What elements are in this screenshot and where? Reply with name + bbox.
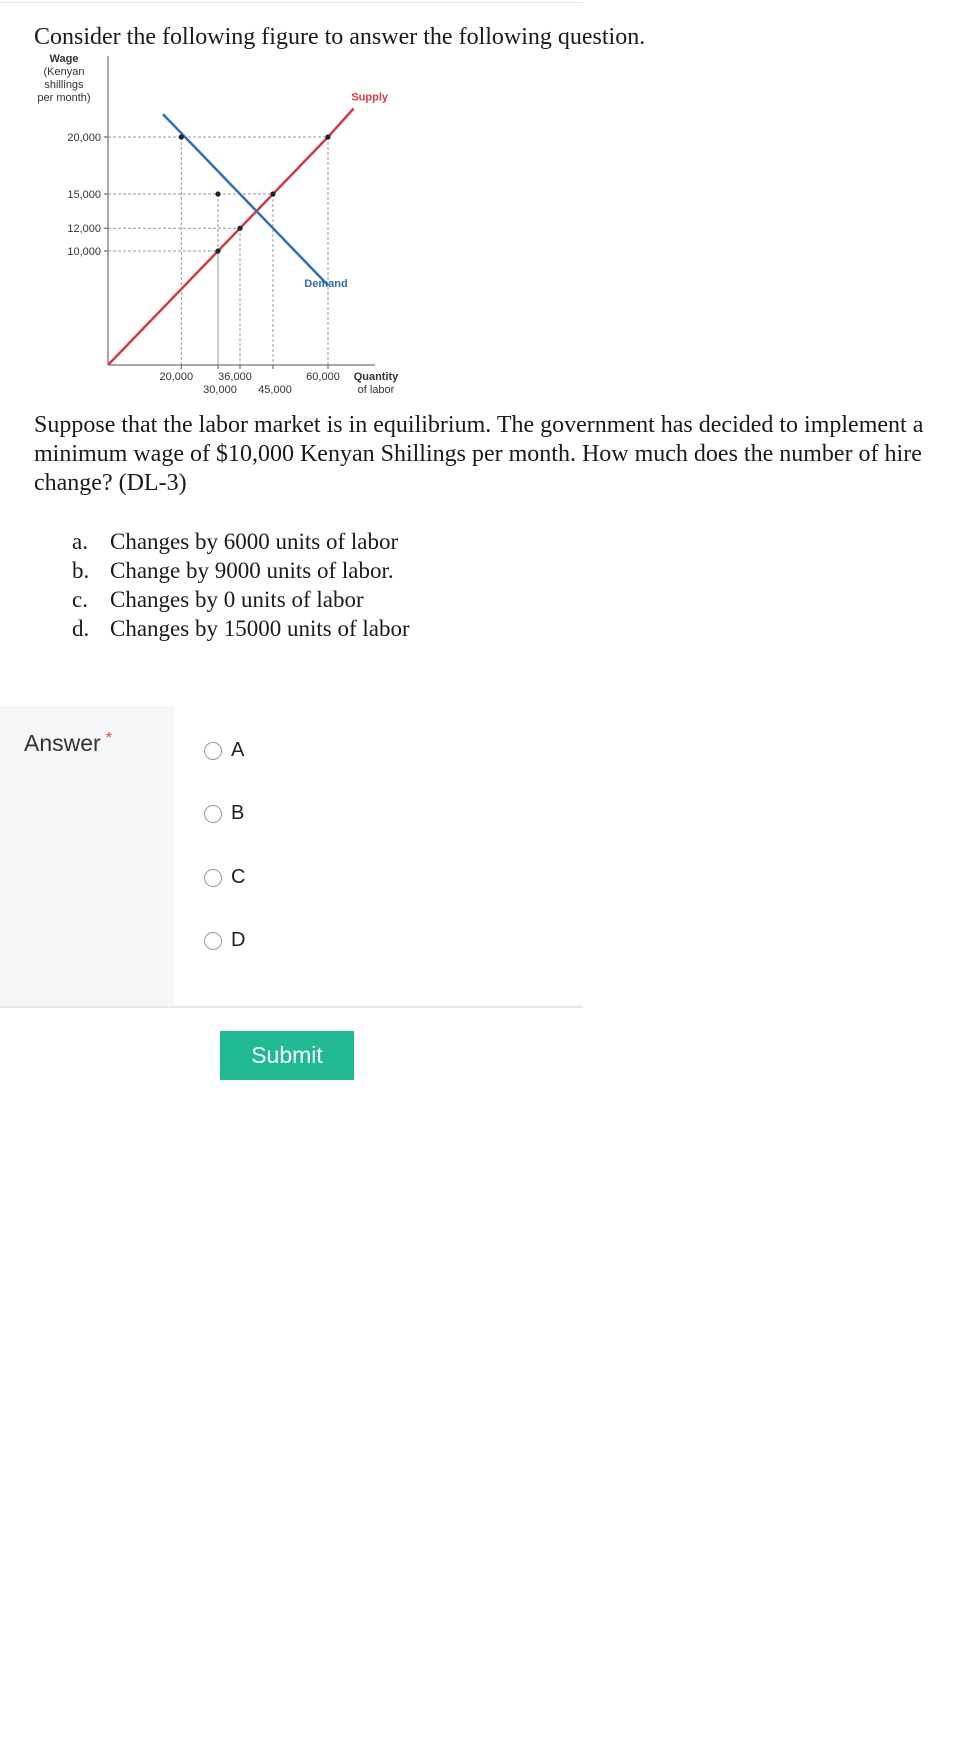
answer-choice-label[interactable]: C xyxy=(231,866,246,888)
option-d xyxy=(72,614,410,643)
answer-choice-label[interactable]: D xyxy=(231,929,246,951)
bottom-divider xyxy=(0,1006,583,1008)
option-letter: d. xyxy=(72,616,90,641)
answer-label xyxy=(24,730,112,757)
answer-choice-a[interactable] xyxy=(204,739,244,762)
option-b xyxy=(72,556,410,585)
supply-label: Supply xyxy=(351,91,389,104)
answer-label-text: Answer xyxy=(24,730,101,756)
y-tick-label: 10,000 xyxy=(67,246,101,258)
y-tick-label: 12,000 xyxy=(67,223,101,236)
data-point xyxy=(215,248,220,253)
option-a xyxy=(72,527,410,556)
y-axis-label: per month) xyxy=(37,92,91,104)
data-point xyxy=(215,191,220,196)
data-point xyxy=(179,134,184,139)
option-text: Changes by 6000 units of labor xyxy=(110,529,399,554)
radio-button-c[interactable] xyxy=(204,869,222,887)
option-letter: c. xyxy=(72,587,88,612)
demand-curve xyxy=(163,114,328,285)
data-point xyxy=(325,134,330,139)
labor-market-figure xyxy=(28,52,408,404)
question-body-line: minimum wage of $10,000 Kenyan Shillings per month. How much does the number of hire xyxy=(34,441,922,467)
x-tick-label: 36,000 xyxy=(218,371,252,383)
x-axis-label: of labor xyxy=(357,384,395,396)
question-body xyxy=(34,411,972,498)
labor-market-chart xyxy=(28,52,408,404)
data-point xyxy=(270,191,275,196)
required-asterisk: * xyxy=(105,730,112,747)
radio-button-d[interactable] xyxy=(204,932,222,950)
demand-label: Demand xyxy=(304,278,348,291)
answer-choice-label[interactable]: A xyxy=(231,739,245,761)
option-c xyxy=(72,585,410,614)
answer-choice-b[interactable] xyxy=(204,802,244,825)
y-axis-label: Wage xyxy=(49,53,79,65)
option-text: Changes by 15000 units of labor xyxy=(110,616,410,641)
y-tick-label: 15,000 xyxy=(67,189,101,201)
question-intro: Consider the following figure to answer the following question. xyxy=(34,24,646,50)
x-tick-label: 45,000 xyxy=(258,384,292,396)
x-axis-label: Quantity xyxy=(353,371,399,383)
question-body-line: change? (DL-3) xyxy=(34,470,187,496)
option-text: Changes by 0 units of labor xyxy=(110,587,364,612)
submit-button[interactable]: Submit xyxy=(220,1031,354,1080)
answer-choice-c[interactable] xyxy=(204,866,245,889)
x-tick-label: 60,000 xyxy=(306,371,340,383)
y-axis-label: shillings xyxy=(44,79,84,91)
top-divider xyxy=(0,2,583,3)
answer-choice-label[interactable]: B xyxy=(231,802,245,824)
option-letter: a. xyxy=(72,529,88,554)
option-letter: b. xyxy=(72,558,90,583)
radio-button-b[interactable] xyxy=(204,805,222,823)
x-tick-label: 30,000 xyxy=(203,384,237,396)
options-list xyxy=(72,527,410,643)
y-tick-label: 20,000 xyxy=(67,132,101,144)
data-point xyxy=(237,226,242,231)
option-text: Change by 9000 units of labor. xyxy=(110,558,394,583)
question-body-line: Suppose that the labor market is in equilibrium. The government has decided to implement a xyxy=(34,412,924,438)
y-axis-label: (Kenyan xyxy=(43,66,85,78)
x-tick-label: 20,000 xyxy=(159,371,194,383)
supply-curve xyxy=(108,109,354,366)
answer-choice-d[interactable] xyxy=(204,929,245,952)
radio-button-a[interactable] xyxy=(204,742,222,760)
